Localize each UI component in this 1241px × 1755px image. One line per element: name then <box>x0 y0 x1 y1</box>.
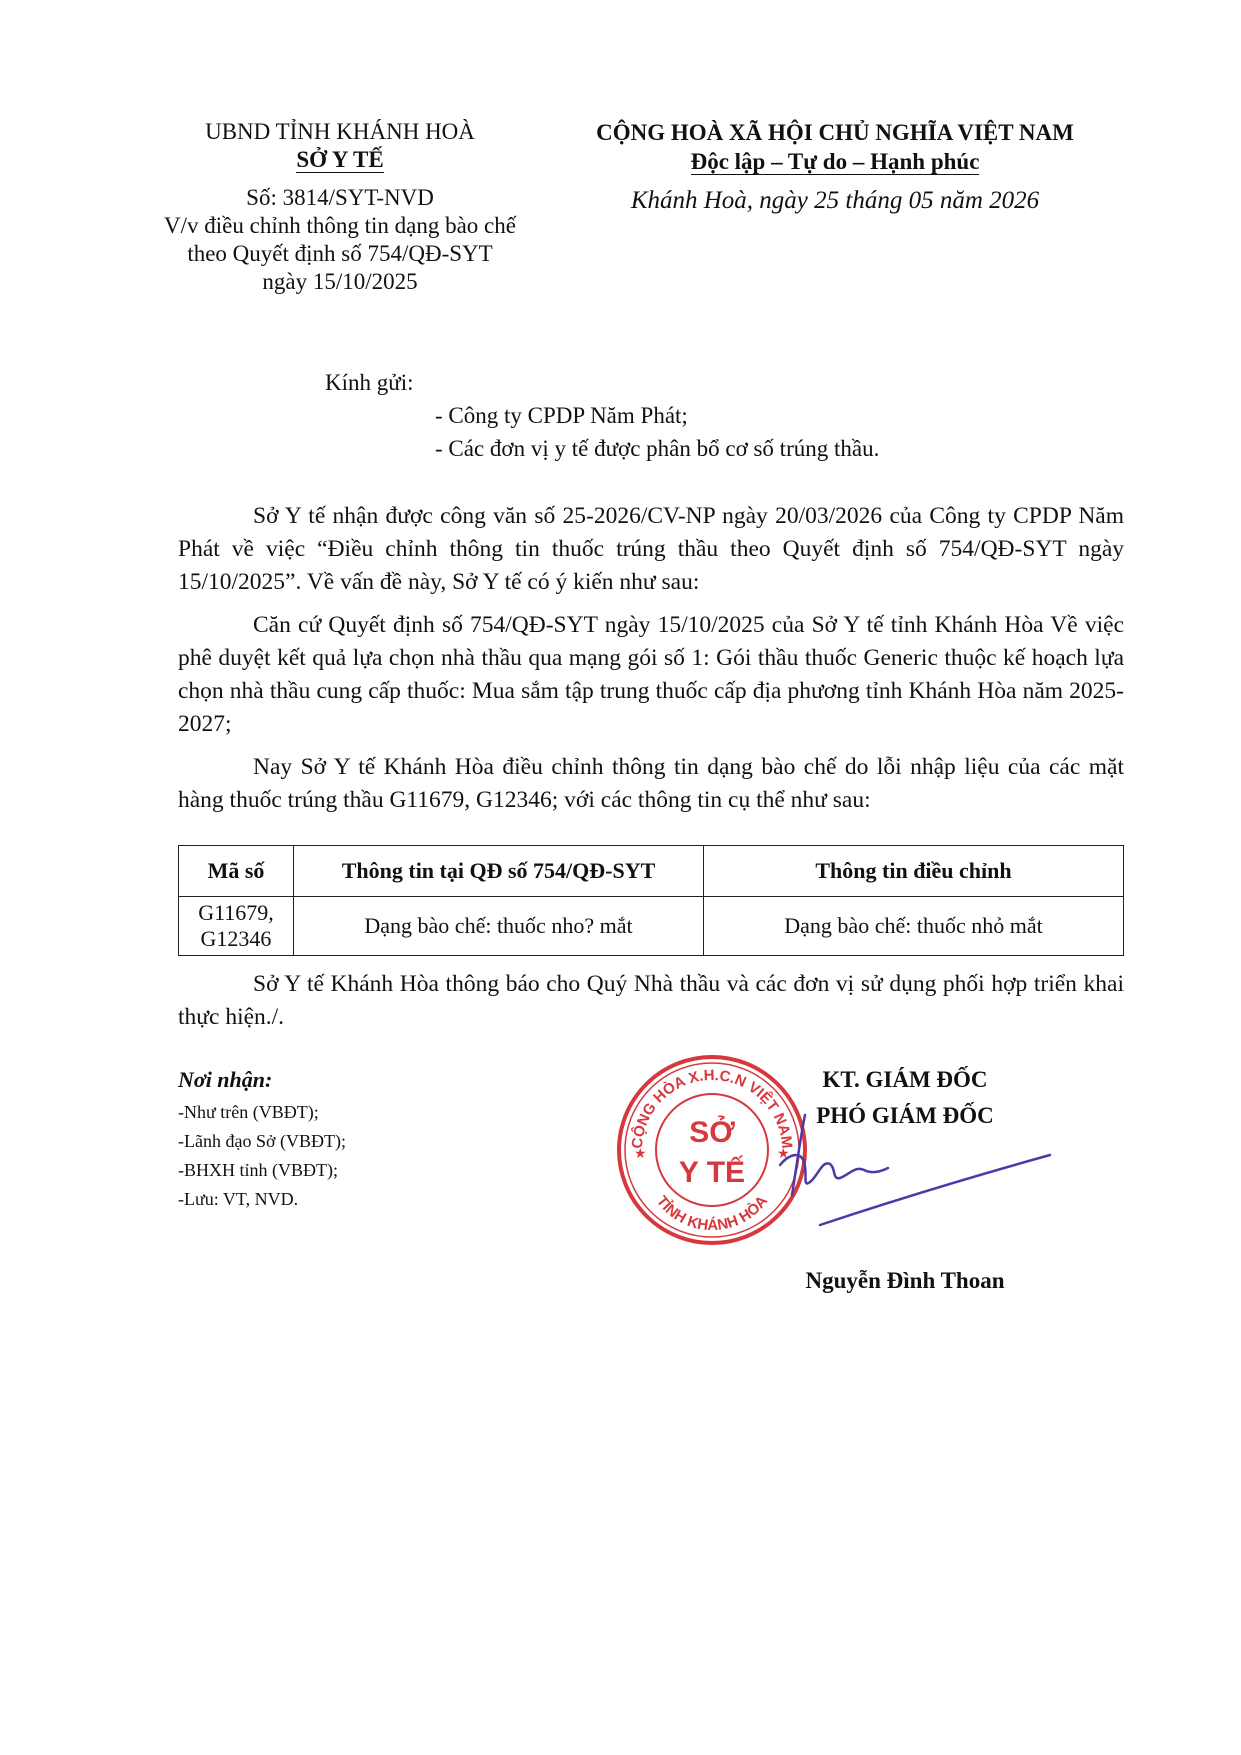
distribution-item: -Lãnh đạo Sở (VBĐT); <box>178 1131 346 1151</box>
document-number: Số: 3814/SYT-NVD <box>246 185 434 210</box>
table-row <box>179 897 1124 956</box>
distribution-item: -Như trên (VBĐT); <box>178 1102 319 1122</box>
closing-text <box>178 968 1124 1044</box>
signer-name: Nguyễn Đình Thoan <box>805 1268 1005 1293</box>
stamp-star-icon: ★ <box>634 1147 647 1162</box>
subject-line-2: theo Quyết định số 754/QĐ-SYT <box>187 241 493 266</box>
issuer-block <box>160 118 520 296</box>
nation-title: CỘNG HOÀ XÃ HỘI CHỦ NGHĨA VIỆT NAM <box>596 120 1074 145</box>
distribution-title: Nơi nhận: <box>178 1067 273 1092</box>
body-paragraph: Nay Sở Y tế Khánh Hòa điều chỉnh thông tin dạng bào chế do lỗi nhập liệu của các mặt hàng thuốc trúng thầu G11679, G12346; với các thông tin cụ thể như sau: <box>178 754 1124 813</box>
signature-title-2: PHÓ GIÁM ĐỐC <box>816 1103 994 1128</box>
stamp-center-bottom: Y TẾ <box>678 1156 746 1189</box>
issuer-authority: UBND TỈNH KHÁNH HOÀ <box>205 119 475 144</box>
adjustment-table <box>178 845 1124 956</box>
subject-line-1: V/v điều chỉnh thông tin dạng bào chế <box>164 213 516 238</box>
cell-adjusted: Dạng bào chế: thuốc nhỏ mắt <box>704 897 1124 956</box>
column-header-code: Mã số <box>179 846 294 897</box>
issuer-department: SỞ Y TẾ <box>296 147 384 172</box>
distribution-item: -BHXH tỉnh (VBĐT); <box>178 1160 338 1180</box>
subject-line-3: ngày 15/10/2025 <box>262 269 418 294</box>
stamp-center-top: SỞ <box>689 1116 735 1149</box>
stamp-ring-top: CỘNG HÒA X.H.C.N VIỆT NAM <box>628 1066 796 1150</box>
recipient-item: - Các đơn vị y tế được phân bổ cơ số trúng thầu. <box>435 436 880 461</box>
cell-code: G11679, G12346 <box>179 897 294 956</box>
signature-title-1: KT. GIÁM ĐỐC <box>822 1067 988 1092</box>
recipients-label: Kính gửi: <box>325 370 414 395</box>
svg-text:TỈNH KHÁNH HÒA <box>653 1193 771 1235</box>
body-paragraph: Sở Y tế nhận được công văn số 25-2026/CV-NP ngày 20/03/2026 của Công ty CPDP Năm Phát về việc “Điều chỉnh thông tin thuốc trúng thầu theo Quyết định số 754/QĐ-SYT ngày 15/10/2025”. Về vấn đề này, Sở Y tế có ý kiến như sau: <box>178 503 1124 595</box>
body-paragraph: Căn cứ Quyết định số 754/QĐ-SYT ngày 15/10/2025 của Sở Y tế tỉnh Khánh Hòa Về việc phê duyệt kết quả lựa chọn nhà thầu qua mạng gói số 1: Gói thầu thuốc Generic thuộc kế hoạch lựa chọn nhà thầu cung cấp thuốc: Mua sắm tập trung thuốc cấp địa phương tỉnh Khánh Hòa năm 2025-2027; <box>178 612 1124 737</box>
stamp-star-icon: ★ <box>777 1147 790 1162</box>
cell-original: Dạng bào chế: thuốc nho? mắt <box>294 897 704 956</box>
table-header-row <box>179 846 1124 897</box>
national-motto: Độc lập – Tự do – Hạnh phúc <box>690 149 980 174</box>
stamp-ring-bottom: TỈNH KHÁNH HÒA <box>652 1192 772 1235</box>
recipients-block <box>325 366 879 465</box>
body-text <box>178 500 1124 827</box>
place-date: Khánh Hoà, ngày 25 tháng 05 năm 2026 <box>630 187 1040 214</box>
recipient-item: - Công ty CPDP Năm Phát; <box>435 403 688 428</box>
handwritten-signature-icon <box>760 1100 1060 1240</box>
column-header-adjusted: Thông tin điều chỉnh <box>704 846 1124 897</box>
column-header-original: Thông tin tại QĐ số 754/QĐ-SYT <box>294 846 704 897</box>
distribution-item: -Lưu: VT, NVD. <box>178 1189 299 1209</box>
closing-paragraph: Sở Y tế Khánh Hòa thông báo cho Quý Nhà thầu và các đơn vị sử dụng phối hợp triển khai thực hiện./. <box>178 971 1124 1030</box>
national-header <box>575 118 1095 215</box>
distribution-list <box>178 1065 346 1214</box>
